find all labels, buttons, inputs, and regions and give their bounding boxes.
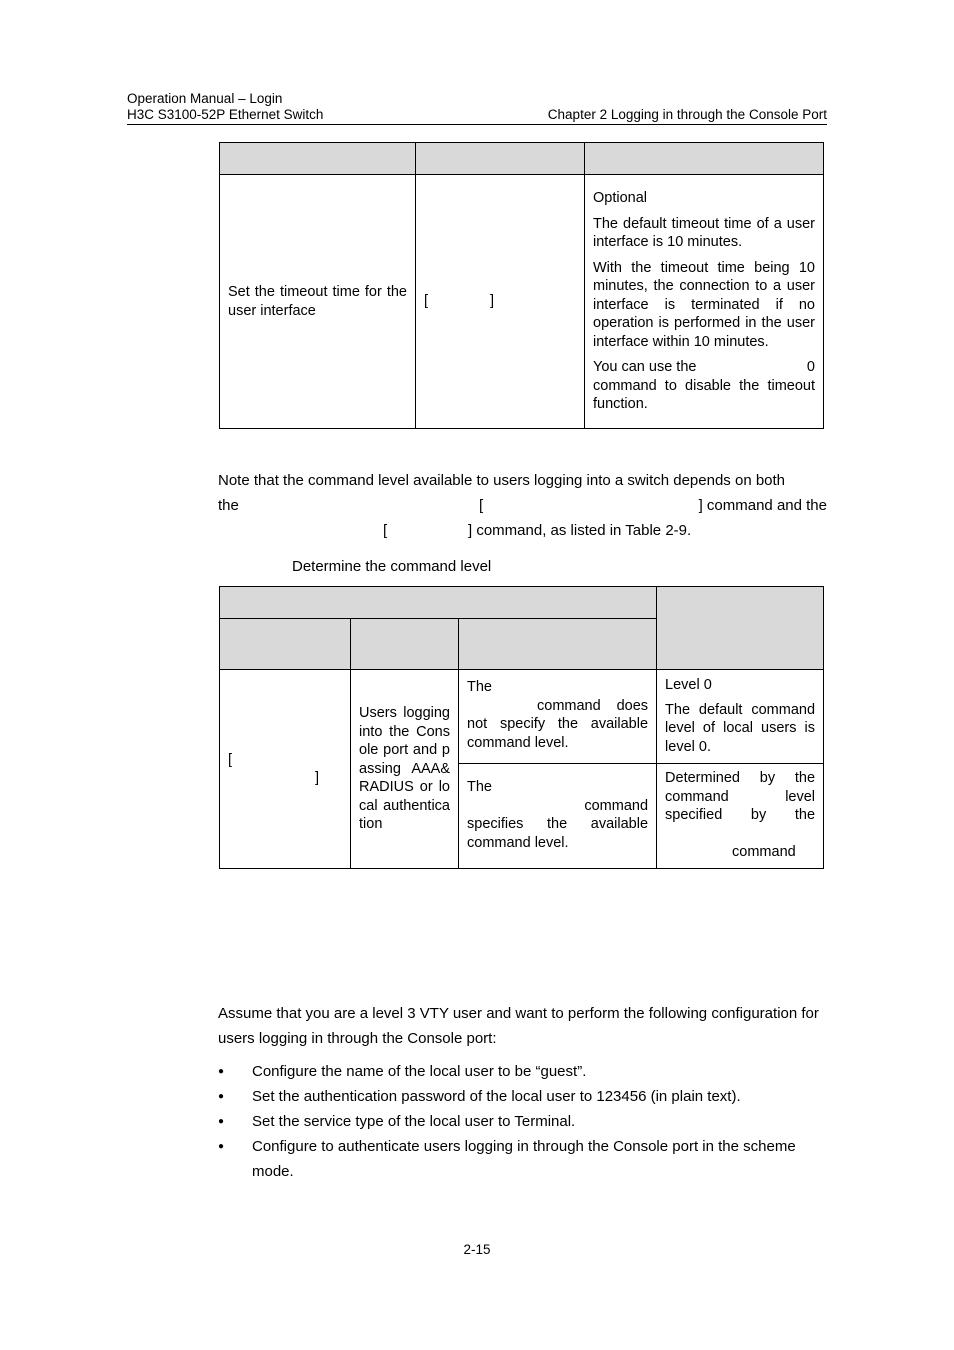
user-type-cell bbox=[351, 670, 459, 869]
auth-mode-header-cell bbox=[220, 619, 351, 670]
condition-1-b: command does not specify the available command level. bbox=[467, 697, 649, 751]
note-paragraph bbox=[218, 468, 827, 543]
bracket-open: [ bbox=[424, 293, 429, 310]
command-level-table bbox=[219, 586, 824, 869]
remark-disable-c: command to disable the timeout function. bbox=[593, 377, 815, 413]
user-type-text: Users logging into the Console port and passing AAA&RADIUS or local authentication bbox=[359, 705, 450, 833]
command-cell bbox=[416, 175, 585, 429]
bullet-icon: ● bbox=[218, 1141, 225, 1152]
operation-cell bbox=[220, 175, 416, 429]
condition-1-a: The bbox=[467, 679, 492, 695]
command-level-header-row-1 bbox=[220, 587, 824, 619]
condition-2-b: command bbox=[584, 797, 649, 814]
page-number: 2-15 bbox=[463, 1242, 491, 1257]
auth-mode-bracket bbox=[228, 751, 342, 787]
configuration-list-text: Configure to authenticate users logging in through the Console port in the scheme mode. bbox=[252, 1138, 796, 1180]
bullet-icon: ● bbox=[218, 1116, 225, 1127]
remark-disable-b: 0 bbox=[806, 359, 815, 376]
configuration-list-text: Set the service type of the local user to Terminal. bbox=[252, 1113, 576, 1130]
configuration-list-text: Set the authentication password of the local user to 123456 (in plain text). bbox=[252, 1088, 741, 1105]
header-chapter-title: Chapter 2 Logging in through the Console Port bbox=[547, 107, 827, 122]
note-line-3-b: ] command, as listed in Table 2-9. bbox=[468, 522, 692, 539]
remark-default-timeout: The default timeout time of a user interface is 10 minutes. bbox=[593, 215, 815, 251]
configuration-list bbox=[218, 1059, 827, 1184]
condition-2-c: specifies the available command level. bbox=[467, 816, 649, 851]
note-line-2 bbox=[218, 493, 827, 518]
remark-cell bbox=[585, 175, 824, 429]
operation-text: Set the timeout time for the user interface bbox=[228, 284, 407, 319]
header-rule bbox=[127, 124, 827, 125]
header-product-name: H3C S3100-52P Ethernet Switch bbox=[127, 107, 324, 122]
config-table bbox=[219, 142, 824, 429]
configuration-list-item bbox=[218, 1084, 827, 1109]
configuration-list-text: Configure the name of the local user to be “guest”. bbox=[252, 1063, 587, 1080]
configuration-list-item bbox=[218, 1109, 827, 1134]
note-line-3-a: [ bbox=[383, 522, 388, 539]
table-caption: Determine the command level bbox=[292, 558, 492, 575]
command-header-cell bbox=[459, 619, 657, 670]
note-line-2-a: the bbox=[218, 497, 239, 514]
config-table-header-cell bbox=[220, 143, 416, 175]
level-cell-2 bbox=[657, 764, 824, 869]
command-bracket bbox=[424, 292, 494, 311]
note-line-2-b: [ bbox=[479, 497, 484, 514]
level-2-command: command bbox=[732, 843, 796, 860]
config-table-header-row bbox=[220, 143, 824, 175]
configuration-list-item bbox=[218, 1059, 827, 1084]
level-1-desc: The default command level of local users is level 0. bbox=[665, 701, 816, 755]
remark-optional: Optional bbox=[593, 190, 648, 207]
auth-bracket-open: [ bbox=[228, 752, 233, 768]
note-line-3 bbox=[218, 518, 827, 543]
command-level-header-cell bbox=[657, 587, 824, 670]
remark-disable-timeout bbox=[593, 358, 815, 414]
remark-disable-a: You can use the bbox=[593, 359, 697, 376]
bullet-icon: ● bbox=[218, 1091, 225, 1102]
note-line-1: Note that the command level available to users logging into a switch depends on both bbox=[218, 472, 786, 489]
auth-mode-cell bbox=[220, 670, 351, 869]
remark-timeout-explanation: With the timeout time being 10 minutes, the connection to a user interface is terminated if no operation is performed in the user interface within 10 minutes. bbox=[593, 259, 815, 350]
condition-cell-1 bbox=[459, 670, 657, 764]
condition-2-a: The bbox=[467, 779, 492, 795]
example-intro: Assume that you are a level 3 VTY user and want to perform the following configuration for users logging in through the Console port: bbox=[218, 1005, 819, 1047]
bullet-icon: ● bbox=[218, 1066, 225, 1077]
note-line-2-c: ] command and the bbox=[698, 497, 827, 514]
auth-bracket-close: ] bbox=[315, 770, 320, 786]
header-manual-title: Operation Manual – Login bbox=[127, 91, 283, 106]
command-level-row-1 bbox=[220, 670, 824, 764]
config-table-header-cell bbox=[585, 143, 824, 175]
config-table-header-cell bbox=[416, 143, 585, 175]
config-table-row bbox=[220, 175, 824, 429]
level-1-value: Level 0 bbox=[665, 677, 712, 693]
level-cell-1 bbox=[657, 670, 824, 764]
configuration-list-item bbox=[218, 1134, 827, 1184]
level-2-desc: Determined by the command level specified by the bbox=[665, 770, 816, 823]
user-type-header-cell bbox=[351, 619, 459, 670]
scenario-header-cell bbox=[220, 587, 657, 619]
condition-cell-2 bbox=[459, 764, 657, 869]
bracket-close: ] bbox=[489, 293, 494, 310]
